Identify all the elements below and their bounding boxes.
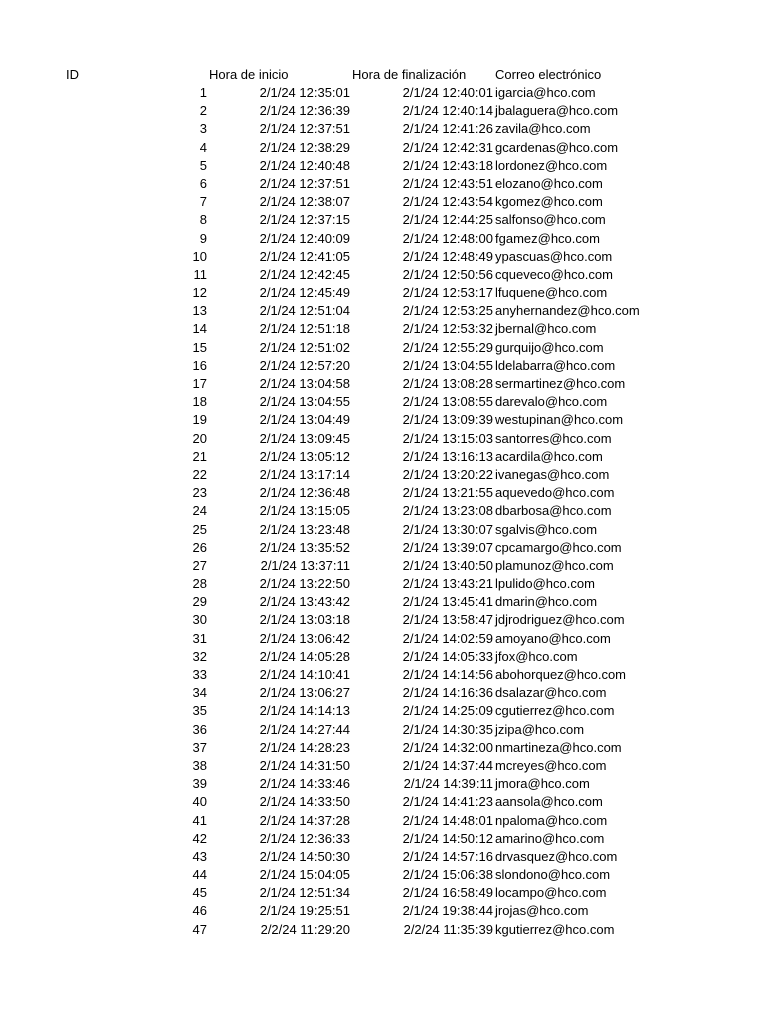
- cell-email: cqueveco@hco.com: [495, 266, 613, 282]
- cell-id: 17: [192, 376, 207, 391]
- cell-email: gurquijo@hco.com: [495, 339, 604, 355]
- cell-start-time: 2/1/24 13:04:55: [259, 394, 350, 410]
- cell-end-time: 2/1/24 14:57:16: [402, 848, 493, 864]
- cell-email: amarino@hco.com: [495, 830, 605, 846]
- cell-start-time: 2/1/24 13:17:14: [259, 466, 350, 482]
- cell-start-time: 2/1/24 14:50:30: [259, 848, 350, 864]
- cell-email: santorres@hco.com: [495, 430, 612, 446]
- cell-email: westupinan@hco.com: [495, 412, 624, 428]
- cell-start-time: 2/1/24 12:38:07: [259, 194, 350, 210]
- cell-end-time: 2/1/24 14:50:12: [402, 830, 493, 846]
- table-row: [0, 139, 768, 157]
- table-row: [0, 539, 768, 557]
- cell-id: 34: [192, 685, 207, 701]
- table-row: [0, 848, 768, 866]
- cell-start-time: 2/1/24 13:15:05: [259, 503, 350, 519]
- table-row: [0, 84, 768, 102]
- cell-end-time: 2/1/24 14:37:44: [402, 757, 493, 773]
- cell-start-time: 2/1/24 12:40:48: [259, 157, 350, 173]
- cell-email: ypascuas@hco.com: [495, 248, 613, 264]
- cell-end-time: 2/1/24 13:40:50: [402, 557, 493, 573]
- table-row: [0, 502, 768, 520]
- cell-start-time: 2/1/24 12:45:49: [259, 285, 350, 301]
- cell-id: 5: [199, 157, 207, 173]
- cell-end-time: 2/1/24 12:42:31: [402, 139, 493, 155]
- table-row: [0, 175, 768, 193]
- cell-start-time: 2/1/24 14:31:50: [259, 757, 350, 773]
- cell-start-time: 2/1/24 12:35:01: [259, 85, 350, 100]
- cell-start-time: 2/1/24 13:04:49: [259, 412, 350, 428]
- cell-end-time: 2/1/24 14:41:23: [402, 794, 493, 810]
- table-row: [0, 666, 768, 684]
- cell-email: fgamez@hco.com: [495, 230, 600, 246]
- cell-id: 36: [192, 721, 207, 737]
- cell-id: 6: [199, 175, 207, 191]
- cell-start-time: 2/1/24 13:06:27: [259, 685, 350, 701]
- cell-email: mcreyes@hco.com: [495, 757, 607, 773]
- cell-end-time: 2/1/24 13:21:55: [402, 485, 493, 501]
- cell-id: 15: [192, 339, 207, 355]
- cell-email: jdjrodriguez@hco.com: [495, 612, 625, 628]
- cell-email: darevalo@hco.com: [495, 394, 608, 410]
- cell-start-time: 2/1/24 12:41:05: [259, 248, 350, 264]
- cell-email: nmartineza@hco.com: [495, 739, 622, 755]
- cell-id: 30: [192, 612, 207, 628]
- cell-email: salfonso@hco.com: [495, 212, 606, 228]
- cell-end-time: 2/1/24 13:23:08: [402, 503, 493, 519]
- cell-email: ivanegas@hco.com: [495, 466, 610, 482]
- table-row: [0, 230, 768, 248]
- cell-end-time: 2/1/24 14:14:56: [402, 667, 493, 682]
- cell-end-time: 2/1/24 13:30:07: [402, 521, 493, 537]
- cell-start-time: 2/1/24 14:10:41: [259, 667, 350, 682]
- cell-email: cpcamargo@hco.com: [495, 539, 622, 555]
- table-row: [0, 193, 768, 211]
- table-row: [0, 430, 768, 448]
- cell-start-time: 2/1/24 13:06:42: [259, 630, 350, 646]
- cell-email: cgutierrez@hco.com: [495, 703, 615, 719]
- cell-email: kgomez@hco.com: [495, 194, 603, 210]
- table-row: [0, 411, 768, 429]
- cell-id: 29: [192, 594, 207, 610]
- cell-id: 24: [192, 503, 207, 519]
- cell-id: 27: [192, 557, 207, 573]
- table-row: [0, 266, 768, 284]
- cell-id: 33: [192, 667, 207, 682]
- table-row: [0, 357, 768, 375]
- table-row: [0, 393, 768, 411]
- cell-id: 45: [192, 885, 207, 901]
- cell-email: jfox@hco.com: [495, 648, 578, 664]
- cell-end-time: 2/1/24 14:39:11: [403, 776, 493, 792]
- cell-start-time: 2/1/24 12:36:39: [259, 103, 350, 119]
- cell-email: jmora@hco.com: [495, 776, 590, 792]
- cell-end-time: 2/1/24 12:55:29: [402, 339, 493, 355]
- table-row: [0, 102, 768, 120]
- cell-start-time: 2/1/24 13:35:52: [259, 539, 350, 555]
- cell-end-time: 2/1/24 13:43:21: [402, 576, 493, 592]
- cell-start-time: 2/1/24 14:33:46: [259, 776, 350, 792]
- header-start-time: Hora de inicio: [209, 67, 289, 82]
- cell-end-time: 2/1/24 12:43:54: [402, 194, 493, 210]
- cell-end-time: 2/1/24 14:32:00: [402, 739, 493, 755]
- cell-end-time: 2/1/24 12:48:49: [402, 248, 493, 264]
- header-end-time: Hora de finalización: [352, 67, 467, 82]
- cell-start-time: 2/1/24 12:57:20: [259, 357, 350, 373]
- cell-email: jbernal@hco.com: [495, 321, 597, 337]
- cell-start-time: 2/1/24 12:36:48: [259, 485, 350, 501]
- table-row: [0, 884, 768, 902]
- cell-end-time: 2/1/24 14:16:36: [402, 685, 493, 701]
- cell-id: 43: [192, 848, 207, 864]
- cell-email: lordonez@hco.com: [495, 157, 608, 173]
- cell-id: 26: [192, 539, 207, 555]
- cell-id: 10: [192, 248, 207, 264]
- cell-start-time: 2/1/24 13:04:58: [259, 376, 350, 391]
- cell-start-time: 2/1/24 14:05:28: [259, 648, 350, 664]
- cell-id: 19: [192, 412, 207, 428]
- cell-end-time: 2/1/24 13:45:41: [402, 594, 493, 610]
- cell-email: locampo@hco.com: [495, 885, 607, 901]
- cell-id: 28: [192, 576, 207, 592]
- cell-end-time: 2/1/24 12:40:01: [402, 85, 493, 100]
- cell-email: igarcia@hco.com: [495, 85, 596, 100]
- table-row: [0, 648, 768, 666]
- cell-end-time: 2/1/24 13:09:39: [402, 412, 493, 428]
- table-row: [0, 157, 768, 175]
- cell-start-time: 2/1/24 12:37:51: [259, 175, 350, 191]
- table-row: [0, 611, 768, 629]
- cell-id: 2: [199, 103, 207, 119]
- cell-end-time: 2/1/24 12:43:18: [402, 157, 493, 173]
- cell-email: lfuquene@hco.com: [495, 285, 608, 301]
- cell-start-time: 2/1/24 12:37:15: [259, 212, 350, 228]
- cell-end-time: 2/1/24 14:05:33: [402, 648, 493, 664]
- cell-start-time: 2/1/24 12:38:29: [259, 139, 350, 155]
- cell-start-time: 2/1/24 15:04:05: [259, 867, 350, 883]
- cell-end-time: 2/1/24 14:02:59: [402, 630, 493, 646]
- table-row: [0, 557, 768, 575]
- table-row: [0, 812, 768, 830]
- cell-email: kgutierrez@hco.com: [495, 921, 615, 937]
- table-row: [0, 739, 768, 757]
- table-row: [0, 866, 768, 884]
- cell-end-time: 2/1/24 12:48:00: [402, 230, 493, 246]
- table-body: [0, 84, 768, 939]
- table-row: [0, 593, 768, 611]
- cell-end-time: 2/1/24 12:53:32: [402, 321, 493, 337]
- cell-start-time: 2/1/24 12:51:04: [259, 303, 350, 319]
- cell-start-time: 2/1/24 13:03:18: [259, 612, 350, 628]
- cell-start-time: 2/1/24 13:37:11: [260, 557, 350, 573]
- cell-id: 1: [199, 85, 207, 100]
- cell-start-time: 2/1/24 13:05:12: [259, 448, 350, 464]
- cell-email: dbarbosa@hco.com: [495, 503, 612, 519]
- cell-email: zavila@hco.com: [495, 121, 591, 137]
- cell-id: 14: [192, 321, 207, 337]
- cell-end-time: 2/1/24 14:30:35: [402, 721, 493, 737]
- cell-email: abohorquez@hco.com: [495, 667, 626, 682]
- table-row: [0, 466, 768, 484]
- cell-id: 7: [199, 194, 207, 210]
- cell-email: sermartinez@hco.com: [495, 376, 626, 391]
- table-row: [0, 120, 768, 138]
- cell-id: 12: [192, 285, 207, 301]
- cell-end-time: 2/1/24 13:39:07: [402, 539, 493, 555]
- cell-id: 39: [192, 776, 207, 792]
- cell-start-time: 2/1/24 14:14:13: [259, 703, 350, 719]
- cell-email: lpulido@hco.com: [495, 576, 595, 592]
- table-row: [0, 484, 768, 502]
- cell-email: elozano@hco.com: [495, 175, 603, 191]
- cell-id: 3: [199, 121, 207, 137]
- table-row: [0, 521, 768, 539]
- cell-end-time: 2/1/24 13:16:13: [402, 448, 493, 464]
- cell-end-time: 2/1/24 14:48:01: [402, 812, 493, 828]
- cell-id: 11: [193, 266, 207, 282]
- cell-end-time: 2/1/24 13:15:03: [402, 430, 493, 446]
- cell-email: dsalazar@hco.com: [495, 685, 607, 701]
- cell-email: drvasquez@hco.com: [495, 848, 618, 864]
- cell-email: gcardenas@hco.com: [495, 139, 619, 155]
- table-row: [0, 775, 768, 793]
- cell-email: jzipa@hco.com: [495, 721, 585, 737]
- cell-email: sgalvis@hco.com: [495, 521, 598, 537]
- cell-end-time: 2/1/24 13:04:55: [402, 357, 493, 373]
- cell-id: 13: [192, 303, 207, 319]
- cell-id: 37: [192, 739, 207, 755]
- cell-id: 38: [192, 757, 207, 773]
- table-row: [0, 630, 768, 648]
- table-row: [0, 248, 768, 266]
- table-row: [0, 721, 768, 739]
- cell-id: 8: [199, 212, 207, 228]
- cell-end-time: 2/1/24 13:58:47: [402, 612, 493, 628]
- cell-start-time: 2/1/24 19:25:51: [259, 903, 350, 919]
- cell-email: anyhernandez@hco.com: [495, 303, 640, 319]
- cell-start-time: 2/2/24 11:29:20: [260, 921, 350, 937]
- cell-end-time: 2/1/24 12:43:51: [402, 175, 493, 191]
- header-email: Correo electrónico: [495, 67, 602, 82]
- cell-start-time: 2/1/24 14:28:23: [259, 739, 350, 755]
- cell-start-time: 2/1/24 14:37:28: [259, 812, 350, 828]
- cell-id: 42: [192, 830, 207, 846]
- cell-email: jbalaguera@hco.com: [495, 103, 619, 119]
- cell-end-time: 2/1/24 15:06:38: [402, 867, 493, 883]
- cell-email: amoyano@hco.com: [495, 630, 611, 646]
- cell-email: npaloma@hco.com: [495, 812, 608, 828]
- cell-id: 9: [199, 230, 207, 246]
- cell-start-time: 2/1/24 12:36:33: [259, 830, 350, 846]
- table-row: [0, 302, 768, 320]
- cell-end-time: 2/2/24 11:35:39: [403, 921, 493, 937]
- cell-end-time: 2/1/24 12:40:14: [402, 103, 493, 119]
- table-row: [0, 793, 768, 811]
- cell-id: 47: [192, 921, 207, 937]
- cell-email: dmarin@hco.com: [495, 594, 598, 610]
- cell-id: 4: [199, 139, 207, 155]
- cell-end-time: 2/1/24 12:50:56: [402, 266, 493, 282]
- cell-id: 22: [192, 466, 207, 482]
- cell-start-time: 2/1/24 12:40:09: [259, 230, 350, 246]
- cell-end-time: 2/1/24 13:08:28: [402, 376, 493, 391]
- cell-start-time: 2/1/24 13:43:42: [259, 594, 350, 610]
- header-id: ID: [66, 67, 79, 82]
- cell-email: plamunoz@hco.com: [495, 557, 614, 573]
- table-row: [0, 284, 768, 302]
- cell-email: slondono@hco.com: [495, 867, 611, 883]
- table-row: [0, 320, 768, 338]
- cell-start-time: 2/1/24 14:27:44: [259, 721, 350, 737]
- cell-id: 21: [192, 448, 207, 464]
- cell-email: aansola@hco.com: [495, 794, 603, 810]
- table-row: [0, 921, 768, 939]
- cell-start-time: 2/1/24 14:33:50: [259, 794, 350, 810]
- cell-end-time: 2/1/24 13:08:55: [402, 394, 493, 410]
- table-row: [0, 684, 768, 702]
- cell-id: 40: [192, 794, 207, 810]
- cell-end-time: 2/1/24 19:38:44: [402, 903, 493, 919]
- cell-end-time: 2/1/24 12:53:25: [402, 303, 493, 319]
- cell-id: 46: [192, 903, 207, 919]
- cell-id: 35: [192, 703, 207, 719]
- cell-email: acardila@hco.com: [495, 448, 603, 464]
- table-row: [0, 902, 768, 920]
- cell-start-time: 2/1/24 12:42:45: [259, 266, 350, 282]
- cell-id: 18: [192, 394, 207, 410]
- cell-id: 20: [192, 430, 207, 446]
- cell-id: 31: [192, 630, 207, 646]
- cell-id: 32: [192, 648, 207, 664]
- cell-end-time: 2/1/24 12:44:25: [402, 212, 493, 228]
- cell-id: 25: [192, 521, 207, 537]
- cell-id: 23: [192, 485, 207, 501]
- cell-start-time: 2/1/24 12:51:02: [259, 339, 350, 355]
- cell-start-time: 2/1/24 12:37:51: [259, 121, 350, 137]
- cell-end-time: 2/1/24 13:20:22: [402, 466, 493, 482]
- cell-start-time: 2/1/24 12:51:34: [259, 885, 350, 901]
- cell-id: 41: [192, 812, 207, 828]
- cell-email: ldelabarra@hco.com: [495, 357, 616, 373]
- cell-email: aquevedo@hco.com: [495, 485, 615, 501]
- cell-start-time: 2/1/24 13:22:50: [259, 576, 350, 592]
- cell-end-time: 2/1/24 16:58:49: [402, 885, 493, 901]
- cell-end-time: 2/1/24 12:41:26: [402, 121, 493, 137]
- table-row: [0, 575, 768, 593]
- table-row: [0, 375, 768, 393]
- cell-email: jrojas@hco.com: [495, 903, 589, 919]
- table-row: [0, 757, 768, 775]
- cell-id: 44: [192, 867, 207, 883]
- cell-start-time: 2/1/24 13:09:45: [259, 430, 350, 446]
- table-row: [0, 702, 768, 720]
- cell-id: 16: [192, 357, 207, 373]
- table-row: [0, 830, 768, 848]
- table-row: [0, 339, 768, 357]
- cell-end-time: 2/1/24 14:25:09: [402, 703, 493, 719]
- table-row: [0, 448, 768, 466]
- cell-start-time: 2/1/24 12:51:18: [259, 321, 350, 337]
- cell-start-time: 2/1/24 13:23:48: [259, 521, 350, 537]
- cell-end-time: 2/1/24 12:53:17: [402, 285, 493, 301]
- table-row: [0, 211, 768, 229]
